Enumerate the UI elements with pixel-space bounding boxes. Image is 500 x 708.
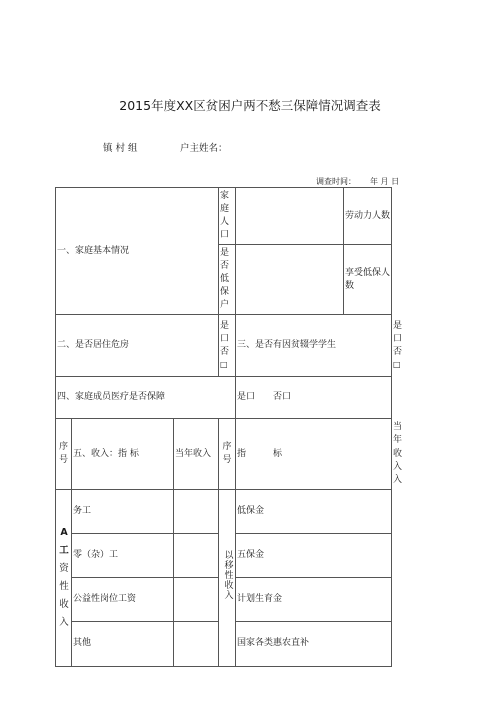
housing-no-checkbox[interactable]: □ [220, 359, 228, 369]
seq-b-char1: 序 [222, 441, 232, 452]
wage-group-char4: 收 [59, 598, 69, 610]
wage-group-char3: 性 [59, 580, 69, 592]
income-row-b2: 五保金 [236, 533, 392, 577]
seq-header-a [56, 419, 72, 489]
location-label: 镇 村 组 [103, 143, 138, 154]
wage-income-group [56, 489, 72, 666]
income-row-a2: 零（杂）工 [72, 533, 174, 577]
basic-info-label: 一、家庭基本情况 [56, 188, 219, 315]
income-row-a3-value[interactable] [174, 577, 219, 621]
annual-b-line2: 入 [393, 474, 403, 485]
income-row-a2-value[interactable] [174, 533, 219, 577]
transfer-group-label: 以移性收入 [222, 550, 233, 601]
index-header: 指 标 [236, 419, 392, 489]
wage-group-char5: 入 [59, 616, 69, 628]
medical-answer[interactable]: 是口 否口 [236, 377, 392, 419]
income-row-a4-value[interactable] [174, 621, 219, 666]
householder-label: 户主姓名： [180, 143, 228, 154]
seq-a-char1: 序 [58, 441, 68, 452]
dibao-question-line1: 是否低保 [220, 248, 230, 298]
income-row-a3: 公益性岗位工资 [72, 577, 174, 621]
dibao-question [219, 245, 236, 315]
income-row-b4: 国家各类惠农直补 [236, 621, 392, 666]
survey-table [55, 187, 403, 667]
annual-b-line1: 当年收入 [393, 422, 403, 472]
income-row-a1: 务工 [72, 489, 174, 533]
seq-a-char2: 号 [58, 455, 68, 466]
family-population-label: 家庭人口 [219, 188, 236, 245]
seq-b-char2: 号 [222, 455, 232, 466]
income-row-a4: 其他 [72, 621, 174, 666]
income-row-b1: 低保金 [236, 489, 392, 533]
transfer-income-group [219, 489, 236, 666]
dibao-count-label: 享受低保人数 [344, 245, 392, 315]
income-row-a1-value[interactable] [174, 489, 219, 533]
dibao-question-line2: 户 [220, 300, 230, 311]
wage-group-char2: 资 [59, 562, 69, 574]
dropout-answer-line1: 是口否 [393, 320, 403, 357]
date-units: 年 月 日 [370, 177, 400, 186]
medical-label: 四、家庭成员医疗是否保障 [56, 377, 236, 419]
income-row-b3: 计划生育金 [236, 577, 392, 621]
housing-answer-line1: 是口否 [220, 320, 230, 357]
income-header: 五、收入：指 标 [72, 419, 174, 489]
housing-answer[interactable] [219, 315, 236, 377]
wage-group-char1: A工 [59, 526, 69, 556]
seq-header-b [219, 419, 236, 489]
dropout-label: 三、是否有因贫辍学学生 [236, 315, 392, 377]
labor-count-label: 劳动力人数 [344, 188, 392, 245]
housing-label: 二、是否居住危房 [56, 315, 219, 377]
annual-income-header-a: 当年收入 [174, 419, 219, 489]
survey-time-label: 调查时间： [316, 177, 356, 186]
page-title: 2015年度XX区贫困户两不愁三保障情况调查表 [119, 98, 381, 113]
dropout-no-checkbox[interactable]: □ [393, 359, 401, 369]
